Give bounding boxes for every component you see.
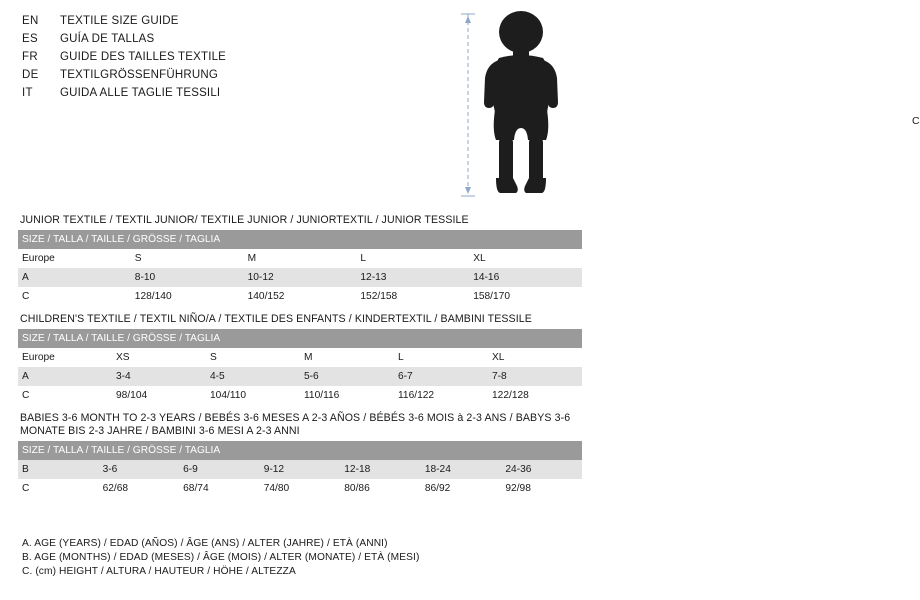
cell: 9-12 (260, 460, 341, 479)
cell: 12-18 (340, 460, 421, 479)
table-head-label: SIZE / TALLA / TAILLE / GRÖSSE / TAGLIA (18, 441, 582, 460)
legend-line-c: C. (cm) HEIGHT / ALTURA / HAUTEUR / HÖHE / ALTEZZA (22, 566, 296, 577)
cell: M (300, 348, 394, 367)
cell: 5-6 (300, 367, 394, 386)
table-head-row (18, 441, 582, 460)
section-title: BABIES 3-6 MONTH TO 2-3 YEARS / BEBÉS 3-6 MESES A 2-3 AÑOS / BÉBÉS 3-6 MOIS à 2-3 ANS / BABYS 3-6 MONATE BIS 2-3 JAHRE / BAMBINI 3-6 MESI A 2-3 ANNI (20, 412, 571, 437)
table-row (18, 348, 582, 367)
size-tables (18, 212, 582, 503)
cell: 10-12 (244, 268, 357, 287)
language-code: IT (22, 87, 33, 99)
language-title-list (22, 12, 322, 102)
cell: 7-8 (488, 367, 582, 386)
language-title: GUÍA DE TALLAS (60, 33, 155, 45)
row-label: A (18, 367, 112, 386)
table-row (18, 386, 582, 405)
cell: 80/86 (340, 479, 421, 498)
silhouette-icon (455, 8, 590, 203)
cell: 110/116 (300, 386, 394, 405)
row-label: C (18, 479, 99, 498)
cell: 6-9 (179, 460, 260, 479)
language-code: FR (22, 51, 38, 63)
language-row (22, 12, 322, 30)
language-title: TEXTILGRÖSSENFÜHRUNG (60, 69, 218, 81)
cell: 128/140 (131, 287, 244, 306)
cell: 86/92 (421, 479, 502, 498)
section-title: CHILDREN'S TEXTILE / TEXTIL NIÑO/A / TEXTILE DES ENFANTS / KINDERTEXTIL / BAMBINI TESSILE (20, 313, 532, 325)
section-babies (18, 410, 582, 498)
cell: L (356, 249, 469, 268)
cell: XS (112, 348, 206, 367)
child-silhouette-figure (455, 8, 920, 203)
cell: S (131, 249, 244, 268)
cell: XL (469, 249, 582, 268)
babies-size-table (18, 441, 582, 498)
children-size-table (18, 329, 582, 405)
cell: 122/128 (488, 386, 582, 405)
cell: 116/122 (394, 386, 488, 405)
table-head-row (18, 230, 582, 249)
language-row (22, 66, 322, 84)
table-row (18, 367, 582, 386)
table-row (18, 460, 582, 479)
cell: XL (488, 348, 582, 367)
legend-block (22, 537, 582, 579)
cell: 104/110 (206, 386, 300, 405)
row-label: A (18, 268, 131, 287)
cell: 140/152 (244, 287, 357, 306)
cell: 4-5 (206, 367, 300, 386)
language-code: EN (22, 15, 39, 27)
row-label: C (18, 386, 112, 405)
cell: 68/74 (179, 479, 260, 498)
section-children (18, 311, 582, 405)
row-label: Europe (18, 348, 112, 367)
table-head-row (18, 329, 582, 348)
cell: S (206, 348, 300, 367)
cell: 92/98 (501, 479, 582, 498)
cell: 18-24 (421, 460, 502, 479)
table-head-label: SIZE / TALLA / TAILLE / GRÖSSE / TAGLIA (18, 230, 582, 249)
cell: M (244, 249, 357, 268)
table-row (18, 249, 582, 268)
section-title: JUNIOR TEXTILE / TEXTIL JUNIOR/ TEXTILE JUNIOR / JUNIORTEXTIL / JUNIOR TESSILE (20, 214, 469, 226)
cell: 158/170 (469, 287, 582, 306)
language-row (22, 30, 322, 48)
cell: 14-16 (469, 268, 582, 287)
cell: 98/104 (112, 386, 206, 405)
cell: 3-4 (112, 367, 206, 386)
language-title: GUIDE DES TAILLES TEXTILE (60, 51, 227, 63)
language-title: TEXTILE SIZE GUIDE (60, 15, 179, 27)
cell: 62/68 (99, 479, 180, 498)
cell: L (394, 348, 488, 367)
table-row (18, 479, 582, 498)
language-row (22, 84, 322, 102)
row-label: C (18, 287, 131, 306)
table-head-label: SIZE / TALLA / TAILLE / GRÖSSE / TAGLIA (18, 329, 582, 348)
row-label: B (18, 460, 99, 479)
language-title: GUIDA ALLE TAGLIE TESSILI (60, 87, 221, 99)
legend-line-b: B. AGE (MONTHS) / EDAD (MESES) / ÂGE (MOIS) / ALTER (MONATE) / ETÀ (MESI) (22, 552, 420, 563)
cell: 12-13 (356, 268, 469, 287)
cell: 3-6 (99, 460, 180, 479)
cell: 24-36 (501, 460, 582, 479)
junior-size-table (18, 230, 582, 306)
legend-line-a: A. AGE (YEARS) / EDAD (AÑOS) / ÂGE (ANS) / ALTER (JAHRE) / ETÀ (ANNI) (22, 538, 388, 549)
language-row (22, 48, 322, 66)
height-measure-label: C (912, 115, 920, 127)
cell: 152/158 (356, 287, 469, 306)
cell: 8-10 (131, 268, 244, 287)
section-junior (18, 212, 582, 306)
cell: 74/80 (260, 479, 341, 498)
table-row (18, 287, 582, 306)
row-label: Europe (18, 249, 131, 268)
language-code: ES (22, 33, 38, 45)
language-code: DE (22, 69, 39, 81)
cell: 6-7 (394, 367, 488, 386)
table-row (18, 268, 582, 287)
